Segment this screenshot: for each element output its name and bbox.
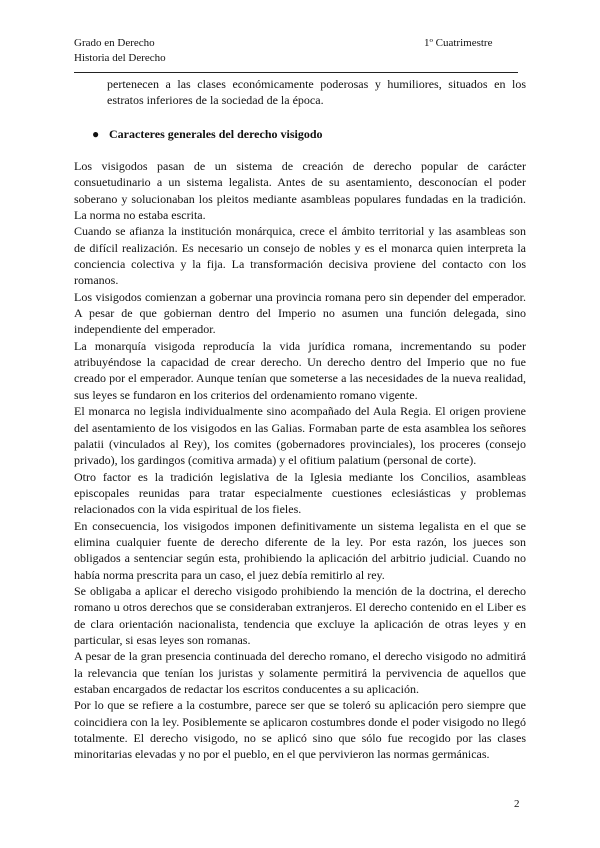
paragraph: Los visigodos pasan de un sistema de creación de derecho popular de carácter consuetudinario a un sistema legalista. Antes de su asentamiento, desconocían el poder soberano y solucionaban los pleitos mediante asambleas populares fundadas en la tradición. La norma no estaba escrita. — [74, 159, 526, 223]
paragraph: Cuando se afianza la institución monárquica, crece el ámbito territorial y las asambleas son de difícil realización. Es necesario un consejo de nobles y es el monarca quien interpreta la conciencia colectiva y la fija. La transformación decisiva proviene del contacto con los romanos. — [74, 224, 526, 288]
body-text — [74, 158, 526, 763]
header-course: Grado en Derecho — [74, 37, 155, 49]
header-left — [74, 36, 166, 66]
header-term: 1º Cuatrimestre — [424, 37, 493, 49]
section-heading-text: Caracteres generales del derecho visigodo — [109, 127, 323, 141]
bullet-icon: ● — [92, 127, 100, 141]
paragraph: La monarquía visigoda reproducía la vida jurídica romana, incrementando su poder atribuyéndose la capacidad de crear derecho. Un derecho dentro del Imperio que no fue creado por el emperador. Aunque tenían que someterse a las necesidades de la nueva realidad, sus leyes se fundaron en los criterios del ordenamiento romano vigente. — [74, 338, 526, 402]
section-heading — [92, 126, 512, 142]
paragraph: Otro factor es la tradición legislativa de la Iglesia mediante los Concilios, asambleas episcopales reunidas para tratar especialmente cuestiones eclesiásticas y problemas relacionados con la vida espiritual de los fieles. — [74, 469, 526, 517]
header-divider — [74, 72, 518, 73]
paragraph: En consecuencia, los visigodos imponen definitivamente un sistema legalista en el que se elimina cualquier fuente de derecho diferente de la ley. Por esta razón, los jueces son obligados a sentenciar según esta, prohibiendo la aplicación del arbitrio judicial. Cuando no había norma prescrita para un caso, el juez debía remitirlo al rey. — [74, 518, 526, 582]
header-subject: Historia del Derecho — [74, 52, 166, 64]
page-number: 2 — [514, 798, 520, 810]
continued-paragraph: pertenecen a las clases económicamente poderosas y humiliores, situados en los estratos inferiores de la sociedad de la época. — [107, 77, 526, 108]
paragraph: Se obligaba a aplicar el derecho visigodo prohibiendo la mención de la doctrina, el derecho romano u otros derechos que se consideraban extranjeros. El derecho contenido en el Liber es de clara orientación nacionalista, tendencia que excluye la aplicación de otras leyes y en particular, si esas leyes son romanas. — [74, 583, 526, 647]
paragraph: Por lo que se refiere a la costumbre, parece ser que se toleró su aplicación pero siempre que coincidiera con la ley. Posiblemente se aplicaron costumbres donde el poder visigodo no llegó totalmente. El derecho visigodo, no se aplicó sino que sólo fue recogido por las clases minoritarias elevadas y no por el pueblo, en el que pervivieron las normas germánicas. — [74, 698, 526, 762]
paragraph: El monarca no legisla individualmente sino acompañado del Aula Regia. El origen proviene del asentamiento de los visigodos en las Galias. Formaban parte de esta asamblea los señores palatii (vinculados al Rey), los comites (gobernadores provinciales), los proceres (consejo privado), los gardingos (comitiva armada) y el ofitium palatium (personal de corte). — [74, 404, 526, 468]
paragraph: Los visigodos comienzan a gobernar una provincia romana pero sin depender del emperador. A pesar de que gobiernan dentro del Imperio no asumen una función delegada, sino independiente del emperador. — [74, 289, 526, 337]
paragraph: A pesar de la gran presencia continuada del derecho romano, el derecho visigodo no admitirá la relevancia que tenían los juristas y solamente permitirá la pervivencia de aquellos que estaban encargados de redactar los escritos conducentes a su aplicación. — [74, 649, 526, 696]
